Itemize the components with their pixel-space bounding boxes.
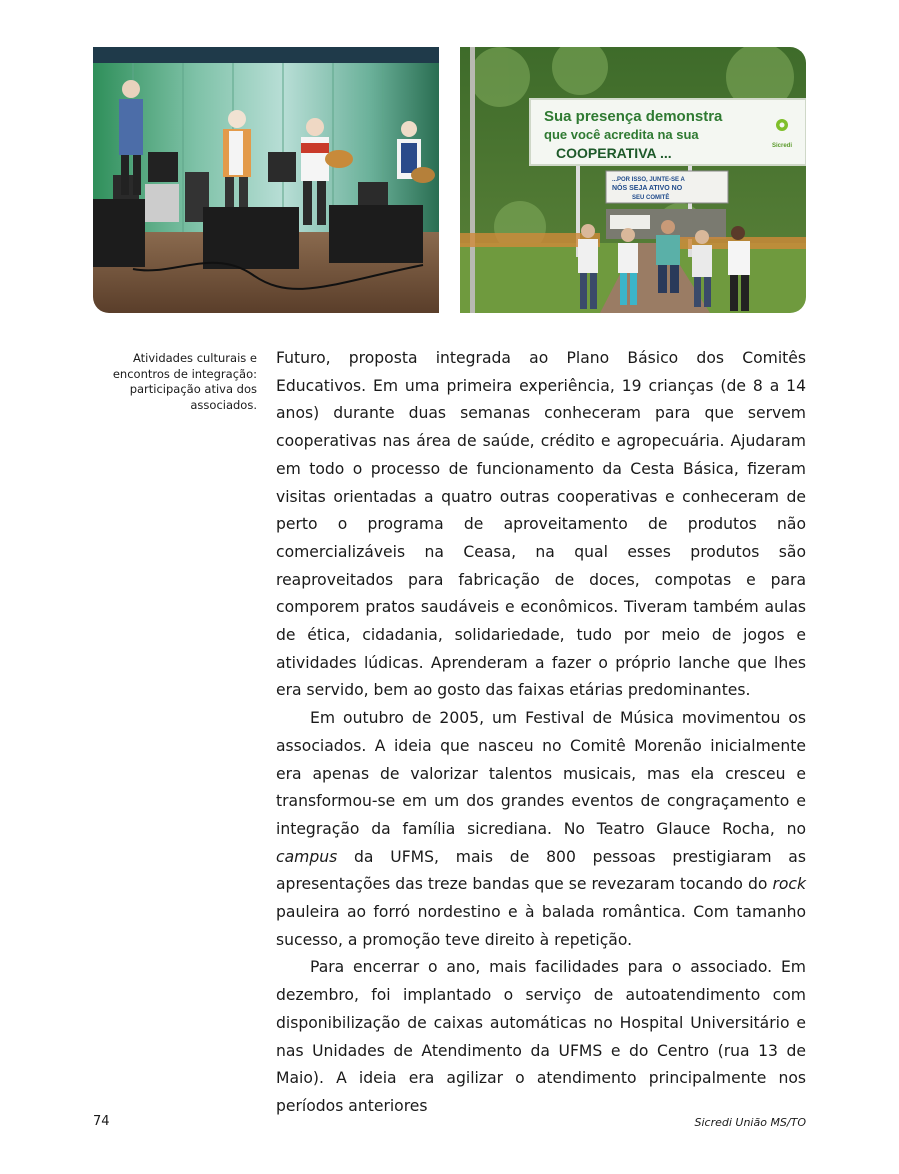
paragraph-1: Futuro, proposta integrada ao Plano Básico dos Comitês Educativos. Em uma primeira experiência, 19 crianças (de 8 a 14 anos) durante duas semanas conheceram para que servem cooperativas nas área de saúde, crédito e agropecuária. Ajudaram em todo o processo de funcionamento da Cesta Básica, fizeram visitas orientadas a quatro outras cooperativas e conheceram de perto o programa de aproveitamento de produtos não comercializáveis na Ceasa, na qual esses produtos são reaproveitados para fabricação de doces, compotas e para comporem pratos saudáveis e econômicos. Tiveram também aulas de ética, cidadania, solidariedade, tudo por meio de jogos e atividades lúdicas. Aprenderam a fazer o próprio lanche que lhes era servido, bem ao gosto das faixas etárias predominantes. bbox=[276, 349, 806, 700]
small-banner-line-3: SEU COMITÊ bbox=[632, 195, 670, 201]
article-body bbox=[276, 345, 806, 1121]
paragraph-3: Para encerrar o ano, mais facilidades para o associado. Em dezembro, foi implantado o serviço de autoatendimento com disponibilização de caixas automáticas no Hospital Universitário e nas Unidades de Atendimento da UFMS e do Centro (rua 13 de Maio). A ideia era agilizar o atendimento principalmente nos períodos anteriores bbox=[276, 958, 806, 1115]
small-banner-line-2: NÓS SEJA ATIVO NO bbox=[612, 185, 683, 192]
page-number: 74 bbox=[93, 1114, 110, 1129]
publication-title: Sicredi União MS/TO bbox=[694, 1116, 806, 1129]
band-stage-photo bbox=[93, 47, 439, 313]
banner-line-2: que você acredita na sua bbox=[544, 127, 699, 142]
paragraph-2-rock: rock bbox=[772, 875, 806, 894]
banner-line-1: Sua presença demonstra bbox=[544, 108, 723, 125]
paragraph-2 bbox=[276, 705, 806, 954]
small-banner-line-1: ...POR ISSO, JUNTE-SE A bbox=[612, 177, 685, 183]
paragraph-2-part-c: pauleira ao forró nordestino e à balada romântica. Com tamanho sucesso, a promoção teve direito à repetição. bbox=[276, 903, 806, 949]
sicredi-logo-icon bbox=[776, 119, 788, 131]
photo-caption: Atividades culturais e encontros de integração: participação ativa dos associados. bbox=[112, 351, 257, 412]
banner-line-3: COOPERATIVA ... bbox=[556, 145, 672, 161]
paragraph-2-part-a: Em outubro de 2005, um Festival de Música movimentou os associados. A ideia que nasceu no Comitê Morenão inicialmente era apenas de valorizar talentos musicais, mas ela cresceu e transformou-se em um dos grandes eventos de congraçamento e integração da família sicrediana. No Teatro Glauce Rocha, no bbox=[276, 709, 806, 838]
banner-brand: Sicredi bbox=[772, 143, 793, 149]
cooperative-banner-photo bbox=[460, 47, 806, 313]
paragraph-2-campus: campus bbox=[276, 847, 338, 866]
paragraph-2-part-b: da UFMS, mais de 800 pessoas prestigiaram as apresentações das treze bandas que se revezaram tocando do bbox=[276, 847, 806, 894]
